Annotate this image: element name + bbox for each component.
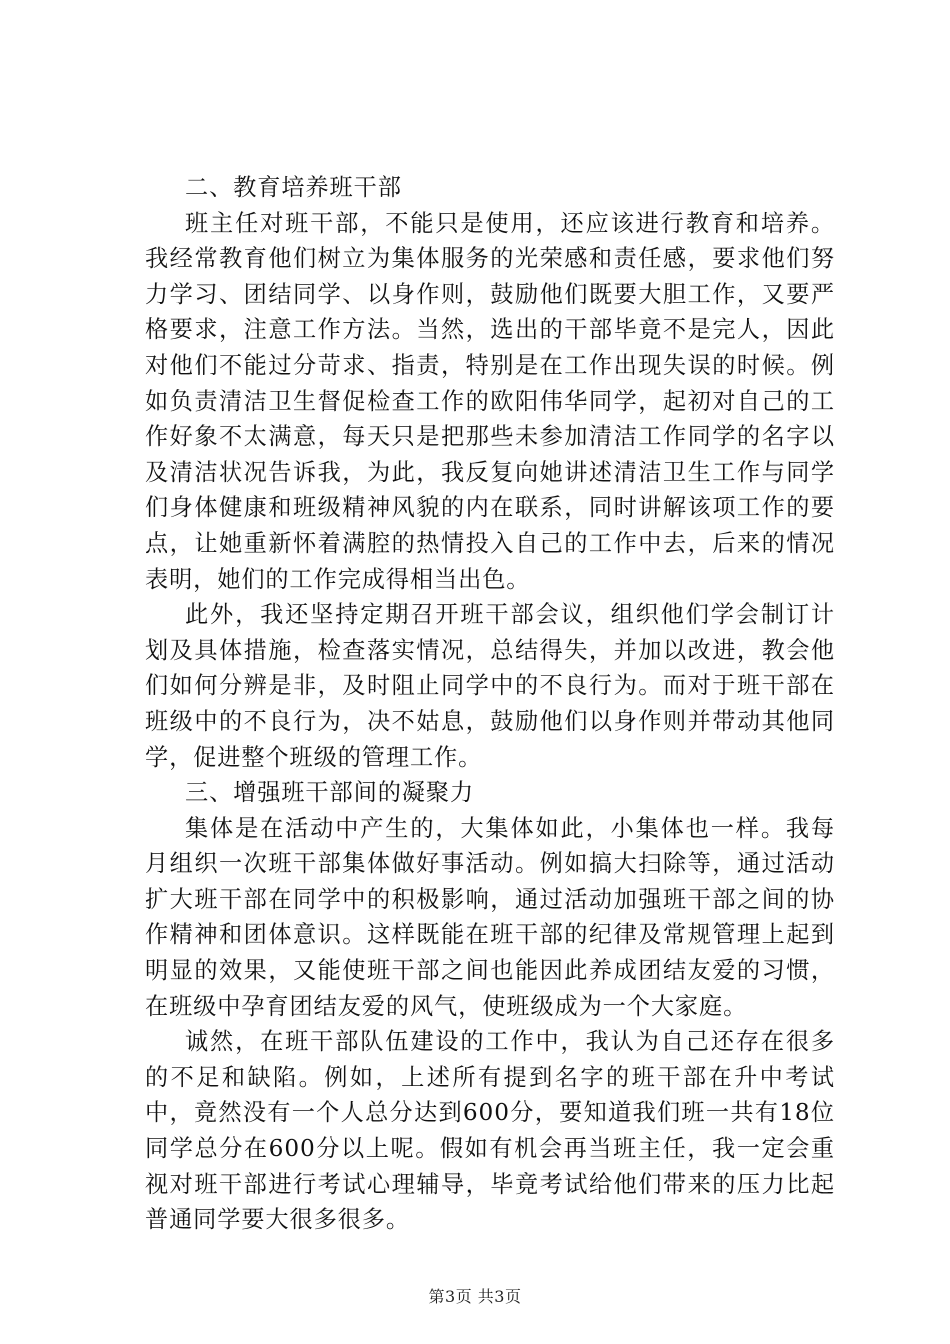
body-paragraph: 诚然，在班干部队伍建设的工作中，我认为自己还存在很多的不足和缺陷。例如，上述所有提到名字的班干部在升中考试中，竟然没有一个人总分达到600分，要知道我们班一共有18位同学总分在600分以上呢。假如有机会再当班主任，我一定会重视对班干部进行考试心理辅导，毕竟考试给他们带来的压力比起普通同学要大很多很多。 [145,1028,835,1234]
page-number-footer: 第3页 共3页 [428,1287,522,1306]
body-paragraph: 班主任对班干部，不能只是使用，还应该进行教育和培养。我经常教育他们树立为集体服务的光荣感和责任感，要求他们努力学习、团结同学、以身作则，鼓励他们既要大胆工作，又要严格要求，注意工作方法。当然，选出的干部毕竟不是完人，因此对他们不能过分苛求、指责，特别是在工作出现失误的时候。例如负责清洁卫生督促检查工作的欧阳伟华同学，起初对自己的工作好象不太满意，每天只是把那些未参加清洁工作同学的名字以及清洁状况告诉我，为此，我反复向她讲述清洁卫生工作与同学们身体健康和班级精神风貌的内在联系，同时讲解该项工作的要点，让她重新怀着满腔的热情投入自己的工作中去，后来的情况表明，她们的工作完成得相当出色。 [145,209,835,593]
document-body [145,170,835,1238]
section-heading-3: 三、增强班干部间的凝聚力 [185,779,475,807]
body-paragraph: 此外，我还坚持定期召开班干部会议，组织他们学会制订计划及具体措施，检查落实情况，总结得失，并加以改进，教会他们如何分辨是非，及时阻止同学中的不良行为。而对于班干部在班级中的不良行为，决不姑息，鼓励他们以身作则并带动其他同学，促进整个班级的管理工作。 [145,601,835,771]
body-paragraph: 集体是在活动中产生的，大集体如此，小集体也一样。我每月组织一次班干部集体做好事活动。例如搞大扫除等，通过活动扩大班干部在同学中的积极影响，通过活动加强班干部之间的协作精神和团体意识。这样既能在班干部的纪律及常规管理上起到明显的效果，又能使班干部之间也能因此养成团结友爱的习惯，在班级中孕育团结友爱的风气，使班级成为一个大家庭。 [145,814,835,1020]
section-heading-2: 二、教育培养班干部 [185,174,402,201]
